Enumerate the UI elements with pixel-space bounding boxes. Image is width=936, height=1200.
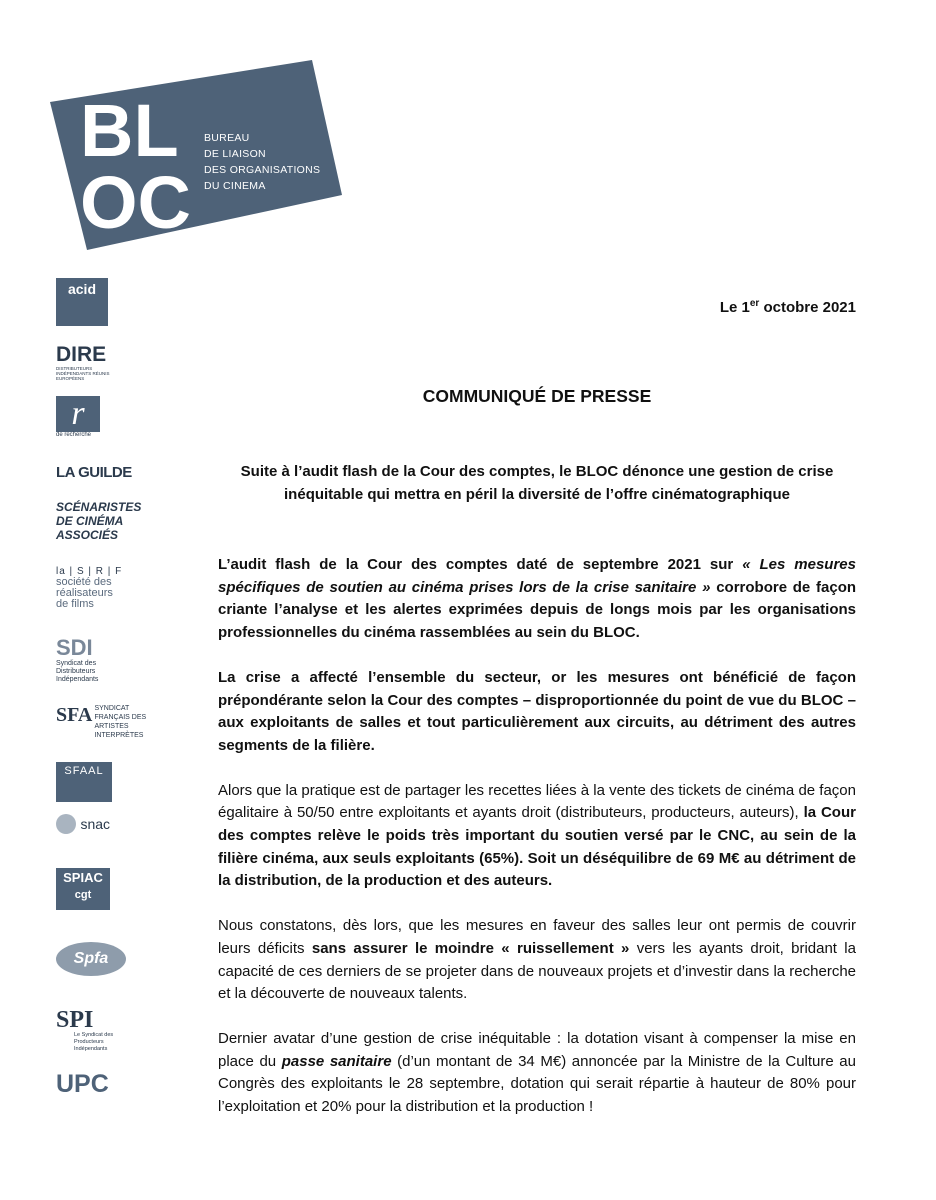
page-subtitle: Suite à l’audit flash de la Cour des comptes, le BLOC dénonce une gestion de crise inéquitable qui mettra en péril la diversité de l’offre cinématographique <box>240 463 834 503</box>
bloc-letters-bottom: OC <box>80 161 191 244</box>
srf-logo: la | S | R | F société des réalisateurs de films <box>56 566 123 610</box>
press-release-date: Le 1er octobre 2021 <box>719 298 856 316</box>
spfa-logo: Spfa <box>56 942 126 976</box>
spi-logo: SPI Le Syndicat des Producteurs Indépendants <box>56 1007 114 1052</box>
paragraph-5: Dernier avatar d’une gestion de crise inéquitable : la dotation visant à compenser la mise en place du passe sanitaire (d’un montant de 34 M€) annoncée par la Ministre de la Culture au Congrès des exploitants le 28 septembre, dotation qui serait répartie à hauteur de 80% pour l’exploitation et 20% pour la distribution et la production ! <box>218 1029 856 1116</box>
page-title: COMMUNIQUÉ DE PRESSE <box>422 386 652 406</box>
paragraph-4: Nous constatons, dès lors, que les mesures en faveur des salles leur ont permis de couvrir leurs déficits sans assurer le moindre « ruissellement » vers les ayants droit, bridant la capacité de ces derniers de se projeter dans de nouveaux projets et d’investir dans la recherche et la découverte de nouveaux talents. <box>218 917 856 1003</box>
acid-logo: acid <box>56 278 108 326</box>
paragraph-3: Alors que la pratique est de partager les recettes liées à la vente des tickets de cinéma de façon égalitaire à 50/50 entre exploitants et ayants droit (distributeurs, producteurs, auteurs), la Cour des comptes relève le poids très important du soutien versé par le CNC, au sein de la filière cinéma, aux seuls exploitants (65%). Soit un déséquilibre de 69 M€ au détriment de la distribution, de la production et des auteurs. <box>218 781 856 890</box>
snac-circle <box>56 814 76 834</box>
bloc-letters-top: BL <box>80 89 179 172</box>
scenaristes-logo: SCÉNARISTES DE CINÉMA ASSOCIÉS <box>56 500 142 542</box>
dire-logo: DIRE DISTRIBUTEURS INDÉPENDANTS RÉUNIS EUROPÉENS <box>56 343 110 381</box>
paragraph-1: L’audit flash de la Cour des comptes daté de septembre 2021 sur « Les mesures spécifiques de soutien au cinéma prises lors de la crise sanitaire » corrobore de façon criante l’analyse et les alertes exprimées depuis de longs mois par les organisations professionnelles du cinéma rassemblées au sein du BLOC. <box>218 556 857 642</box>
bloc-logo <box>42 60 342 250</box>
sfaal-logo: SFAAL <box>56 762 112 802</box>
press-release-body <box>218 554 856 1141</box>
sdi-logo: SDI Syndicat des Distributeurs Indépendants <box>56 635 99 683</box>
sfa-logo: SFA SYNDICAT FRANÇAIS DES ARTISTES INTERPRÈTES <box>56 704 147 739</box>
la-guilde-logo: LA GUILDE <box>56 464 132 481</box>
bloc-subtitle: BUREAU DE LIAISON DES ORGANISATIONS DU CINEMA <box>204 132 321 192</box>
paragraph-2: La crise a affecté l’ensemble du secteur, or les mesures ont bénéficié de façon prépondérante selon la Cour des comptes – disproportionnée du point de vue du BLOC – aux exploitants de salles et tout particulièrement aux circuits, au détriment des autres segments de la filière. <box>218 668 856 754</box>
spiac-cgt-logo: SPIAC cgt <box>56 868 110 910</box>
cinemas-de-recherche-logo: r de recherche <box>56 396 100 438</box>
snac-logo: snac <box>56 814 110 834</box>
upc-logo: UPC <box>56 1070 109 1098</box>
